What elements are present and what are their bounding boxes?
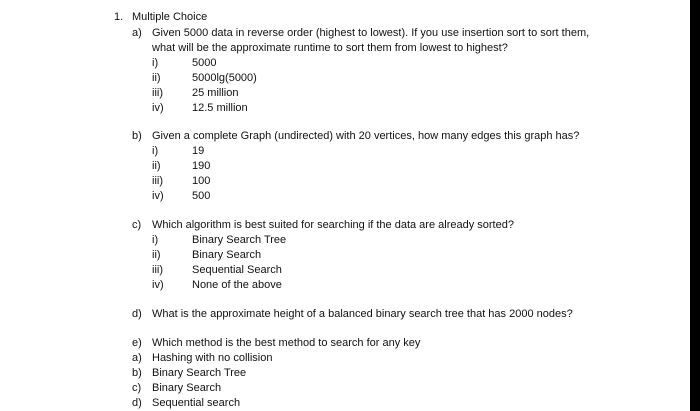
part-a-option-3-text: 25 million — [192, 87, 239, 99]
part-b-option-1-number: i) — [152, 145, 159, 157]
part-a-stem-line-2: what will be the approximate runtime to sort them from lowest to highest? — [152, 42, 508, 54]
section-title: Multiple Choice — [132, 11, 208, 23]
part-b-option-3-text: 100 — [192, 175, 211, 187]
part-a-letter: a) — [132, 27, 142, 39]
part-e-answer-b-letter: b) — [132, 367, 142, 379]
screen-edge — [690, 0, 700, 411]
part-a-option-4-number: iv) — [152, 102, 164, 114]
part-e-answer-c-text: Binary Search — [152, 382, 222, 394]
part-a-option-3-number: iii) — [152, 87, 163, 99]
part-c-letter: c) — [132, 219, 142, 231]
part-c-option-3-text: Sequential Search — [192, 264, 282, 276]
part-b-option-4-number: iv) — [152, 190, 164, 202]
part-c-option-2-number: ii) — [152, 249, 161, 261]
part-b-option-1-text: 19 — [192, 145, 205, 157]
part-b-letter: b) — [132, 130, 142, 142]
part-b-option-3-number: iii) — [152, 175, 163, 187]
part-c-stem: Which algorithm is best suited for searching if the data are already sorted? — [152, 219, 514, 231]
part-c-option-1-text: Binary Search Tree — [192, 234, 287, 246]
part-d-stem: What is the approximate height of a balanced binary search tree that has 2000 nodes? — [152, 308, 573, 320]
part-c-option-2-text: Binary Search — [192, 249, 262, 261]
part-a-option-2-text: 5000lg(5000) — [192, 72, 257, 84]
part-c-option-1-number: i) — [152, 234, 159, 246]
part-e-answer-c-letter: c) — [132, 382, 142, 394]
part-a-option-2-number: ii) — [152, 72, 161, 84]
question-number: 1. — [114, 11, 124, 23]
part-b-option-2-text: 190 — [192, 160, 211, 172]
part-c-option-3-number: iii) — [152, 264, 163, 276]
part-e-answer-b-text: Binary Search Tree — [152, 367, 247, 379]
part-e-letter: e) — [132, 337, 142, 349]
part-b-stem: Given a complete Graph (undirected) with 20 vertices, how many edges this graph has? — [152, 130, 580, 142]
part-b-option-4-text: 500 — [192, 190, 211, 202]
part-c-option-4-text: None of the above — [192, 279, 282, 291]
part-a-option-1-text: 5000 — [192, 57, 217, 69]
part-a-option-4-text: 12.5 million — [192, 102, 248, 114]
part-e-answer-a-letter: a) — [132, 352, 142, 364]
part-e-stem: Which method is the best method to search for any key — [152, 337, 421, 349]
part-d-letter: d) — [132, 308, 142, 320]
part-a-stem-line-1: Given 5000 data in reverse order (highest to lowest). If you use insertion sort to sort them, — [152, 27, 590, 39]
part-c-option-4-number: iv) — [152, 279, 164, 291]
part-b-option-2-number: ii) — [152, 160, 161, 172]
part-e-answer-d-letter: d) — [132, 397, 142, 409]
part-e-answer-a-text: Hashing with no collision — [152, 352, 273, 364]
part-a-option-1-number: i) — [152, 57, 159, 69]
part-e-answer-d-text: Sequential search — [152, 397, 241, 409]
